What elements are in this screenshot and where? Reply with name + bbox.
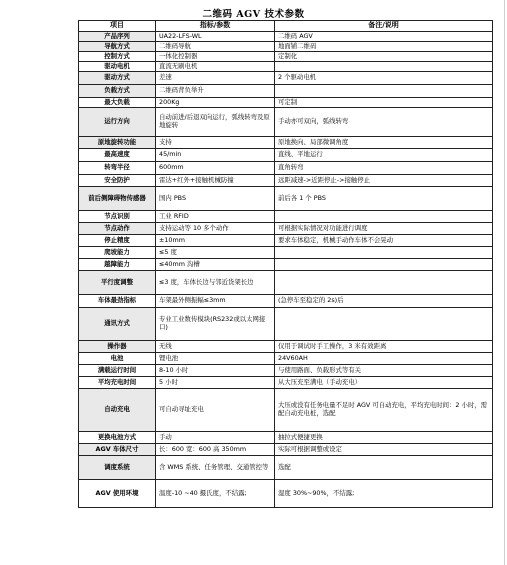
table-row: [79, 149, 493, 162]
row-note: 与使用路面、负载形式等有关: [275, 365, 493, 377]
row-note: 可定制: [275, 98, 493, 108]
table-row: [79, 295, 493, 308]
row-note: 远距减速->近距停止->接触停止: [275, 175, 493, 187]
row-item: 驱动方式: [79, 72, 156, 85]
table-row: [79, 247, 493, 259]
row-item: 平行度调整: [79, 271, 156, 295]
table-row: [79, 223, 493, 235]
row-param: 温度-10 ~40 摄氏度，不结露;: [156, 480, 275, 508]
row-note: (急停车至稳定的 2s)后: [275, 295, 493, 308]
table-header-row: [79, 21, 493, 32]
row-note: [275, 259, 493, 271]
row-param: ≤3 度，车体长边与邻近货架长边: [156, 271, 275, 295]
table-row: [79, 444, 493, 456]
row-param: 锂电池: [156, 353, 275, 365]
table-row: [79, 389, 493, 432]
table-row: [79, 85, 493, 98]
table-row: [79, 432, 493, 444]
table-row: [79, 108, 493, 137]
row-param: 含 WMS 系统、任务管理、交通管控等: [156, 456, 275, 480]
row-param: 自动前进/后退双向运行，弧线转弯及原地旋转: [156, 108, 275, 137]
row-param: 支持运动等 10 多个动作: [156, 223, 275, 235]
row-param: 直流无刷电机: [156, 62, 275, 72]
spec-table: [78, 20, 493, 508]
row-param: 45/min: [156, 149, 275, 162]
table-row: [79, 271, 493, 295]
row-item: 车体最劲指标: [79, 295, 156, 308]
row-note: [275, 85, 493, 98]
table-row: [79, 211, 493, 223]
spec-table-body: [79, 32, 493, 508]
row-item: 导航方式: [79, 42, 156, 52]
row-note: [275, 308, 493, 341]
row-item: 操作器: [79, 341, 156, 353]
table-row: [79, 62, 493, 72]
row-note: 直角转弯: [275, 162, 493, 175]
row-param: 5 小时: [156, 377, 275, 389]
row-note: 抽拉式便捷更换: [275, 432, 493, 444]
row-item: 满载运行时间: [79, 365, 156, 377]
header-param: 指标/参数: [156, 21, 275, 32]
row-param: 可自动寻址充电: [156, 389, 275, 432]
row-note: 定制化: [275, 52, 493, 62]
row-item: 停止精度: [79, 235, 156, 247]
row-param: 工业 RFID: [156, 211, 275, 223]
row-item: 调度系统: [79, 456, 156, 480]
row-note: 选配: [275, 456, 493, 480]
row-item: 运行方向: [79, 108, 156, 137]
row-param: 手动: [156, 432, 275, 444]
table-row: [79, 259, 493, 271]
table-row: [79, 377, 493, 389]
row-param: 长：600 宽：600 高 350mm: [156, 444, 275, 456]
table-row: [79, 72, 493, 85]
row-param: 无线: [156, 341, 275, 353]
table-row: [79, 175, 493, 187]
row-item: AGV 使用环境: [79, 480, 156, 508]
row-item: 最高速度: [79, 149, 156, 162]
row-item: 控制方式: [79, 52, 156, 62]
row-note: [275, 211, 493, 223]
row-param: 一体化控制器: [156, 52, 275, 62]
row-param: ≤40mm 沟槽: [156, 259, 275, 271]
row-note: 24V60AH: [275, 353, 493, 365]
row-item: 前后侧障碍物传感器: [79, 187, 156, 211]
row-item: 电池: [79, 353, 156, 365]
table-row: [79, 187, 493, 211]
row-param: 二维码背负举升: [156, 85, 275, 98]
row-param: ≤5 度: [156, 247, 275, 259]
document-title: 二维码 AGV 技术参数: [202, 9, 305, 20]
row-param: 国内 PBS: [156, 187, 275, 211]
row-note: [275, 62, 493, 72]
row-note: 要求车体稳定，机械手动作车体不会晃动: [275, 235, 493, 247]
row-note: 2 个驱动电机: [275, 72, 493, 85]
row-item: 平均充电时间: [79, 377, 156, 389]
row-note: [275, 247, 493, 259]
table-row: [79, 365, 493, 377]
row-param: 专业工业数传模块(RS232或以太网接口): [156, 308, 275, 341]
row-note: 仅用于调试时手工操作，3 米有效距离: [275, 341, 493, 353]
row-param: 车架最外侧振幅≤3mm: [156, 295, 275, 308]
row-note: 二维码 AGV: [275, 32, 493, 42]
row-note: [275, 271, 493, 295]
row-item: 驱动电机: [79, 62, 156, 72]
row-param: 二维码导航: [156, 42, 275, 52]
header-note: 备注/说明: [275, 21, 493, 32]
row-item: 原地旋转功能: [79, 137, 156, 149]
row-note: 前后各 1 个 PBS: [275, 187, 493, 211]
row-param: 雷达+红外+接触机械防撞: [156, 175, 275, 187]
row-item: 转弯半径: [79, 162, 156, 175]
row-note: 手动亦可双向，弧线转弯: [275, 108, 493, 137]
row-param: 支持: [156, 137, 275, 149]
table-row: [79, 456, 493, 480]
row-item: 最大负载: [79, 98, 156, 108]
row-item: 自动充电: [79, 389, 156, 432]
table-row: [79, 235, 493, 247]
row-item: 节点动作: [79, 223, 156, 235]
row-note: 可根据实际情况对功能进行调度: [275, 223, 493, 235]
row-param: 200Kg: [156, 98, 275, 108]
row-item: 负载方式: [79, 85, 156, 98]
row-item: 更换电池方式: [79, 432, 156, 444]
row-item: 产品序列: [79, 32, 156, 42]
table-row: [79, 137, 493, 149]
table-row: [79, 32, 493, 42]
row-param: ±10mm: [156, 235, 275, 247]
table-row: [79, 353, 493, 365]
row-item: 通讯方式: [79, 308, 156, 341]
table-row: [79, 341, 493, 353]
row-param: 600mm: [156, 162, 275, 175]
row-note: 实际可根据调整或设定: [275, 444, 493, 456]
row-note: 地面铺二维码: [275, 42, 493, 52]
row-item: 越障能力: [79, 259, 156, 271]
row-note: 大压或没有任务电量不足时 AGV 可自动充电，平均充电时间：2 小时，需配自动充电桩，选配: [275, 389, 493, 432]
table-row: [79, 308, 493, 341]
row-note: 从大压充至满电（手动充电）: [275, 377, 493, 389]
row-param: 差速: [156, 72, 275, 85]
table-row: [79, 98, 493, 108]
row-item: AGV 车体尺寸: [79, 444, 156, 456]
row-param: 8-10 小时: [156, 365, 275, 377]
table-row: [79, 52, 493, 62]
table-row: [79, 42, 493, 52]
row-item: 节点识别: [79, 211, 156, 223]
row-item: 安全防护: [79, 175, 156, 187]
row-note: 原地换向、局部微调角度: [275, 137, 493, 149]
table-row: [79, 162, 493, 175]
header-item: 项目: [79, 21, 156, 32]
row-note: 直线、平地运行: [275, 149, 493, 162]
row-note: 湿度 30%~90%，不结露;: [275, 480, 493, 508]
page-edge-line: [504, 0, 505, 565]
row-item: 爬坡能力: [79, 247, 156, 259]
row-param: UA22-LFS-WL: [156, 32, 275, 42]
table-row: [79, 480, 493, 508]
